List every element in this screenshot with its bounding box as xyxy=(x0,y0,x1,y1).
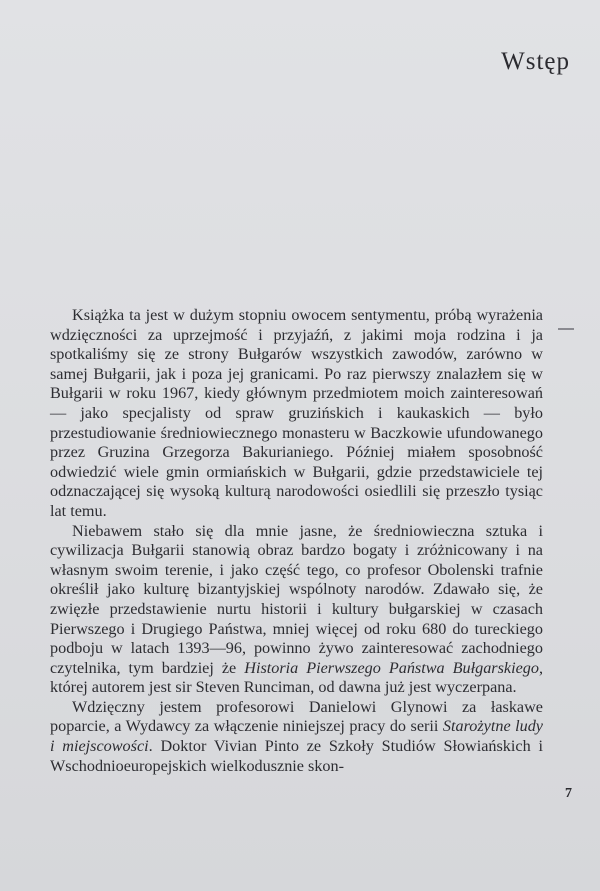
paragraph-2-text-end: , której autorem jest sir Steven Runciman, od dawna już jest wyczerpana. xyxy=(50,658,543,697)
page-number: 7 xyxy=(565,786,572,801)
paragraph-3-series-title: Starożytne ludy i miejscowości xyxy=(50,717,543,756)
paragraph-2-book-title: Historia Pierwszego Państwa Bułgarskiego xyxy=(244,658,539,677)
paragraph-3-text-start: Wdzięczny jestem profesorowi Danielowi Glynowi za łaskawe poparcie, a Wydawcy za włączenie niniejszej pracy do serii xyxy=(50,697,543,736)
paragraph-3-text-end: . Doktor Vivian Pinto ze Szkoły Studiów Słowiańskich i Wschodnioeuropejskich wielkodusznie skon- xyxy=(50,737,543,775)
paragraph-3 xyxy=(50,698,543,776)
paragraph-2-text-start: Niebawem stało się dla mnie jasne, że średniowieczna sztuka i cywilizacja Bułgarii stanowią obraz bardzo bogaty i zróżnicowany i na własnym swoim terenie, i jako część tego, co profesor Obolenski trafnie określił jako kulturę bizantyjskiej wspólnoty narodów. Zdawało się, że zwięzłe przedstawienie nurtu historii i kultury bułgarskiej w czasach Pierwszego i Drugiego Państwa, mniej więcej od roku 680 do tureckiego podboju w latach 1393—96, powinno żywo zainteresować zachodniego czytelnika, tym bardziej że xyxy=(50,521,543,677)
body-text xyxy=(50,306,543,776)
paragraph-2 xyxy=(50,522,543,698)
chapter-heading: Wstęp xyxy=(501,48,570,75)
paragraph-1-text: Książka ta jest w dużym stopniu owocem sentymentu, próbą wyrażenia wdzięczności za uprzejmość i przyjaźń, z jakimi moja rodzina i ja spotkaliśmy się ze strony Bułgarów wszystkich zawodów, zarówno w samej Bułgarii, jak i poza jej granicami. Po raz pierwszy znalazłem się w Bułgarii w roku 1967, kiedy głównym przedmiotem moich zainteresowań — jako specjalisty od spraw gruzińskich i kaukaskich — było przestudiowanie średniowiecznego monasteru w Baczkowie ufundowanego przez Gruzina Grzegorza Bakurianiego. Później miałem sposobność odwiedzić wiele gmin ormiańskich w Bułgarii, gdzie przedstawiciele tej odznaczającej się wysoką kulturą narodowości osiedlili się przeszło tysiąc lat temu. xyxy=(50,306,543,520)
margin-mark xyxy=(558,328,574,330)
paragraph-1 xyxy=(50,306,543,522)
